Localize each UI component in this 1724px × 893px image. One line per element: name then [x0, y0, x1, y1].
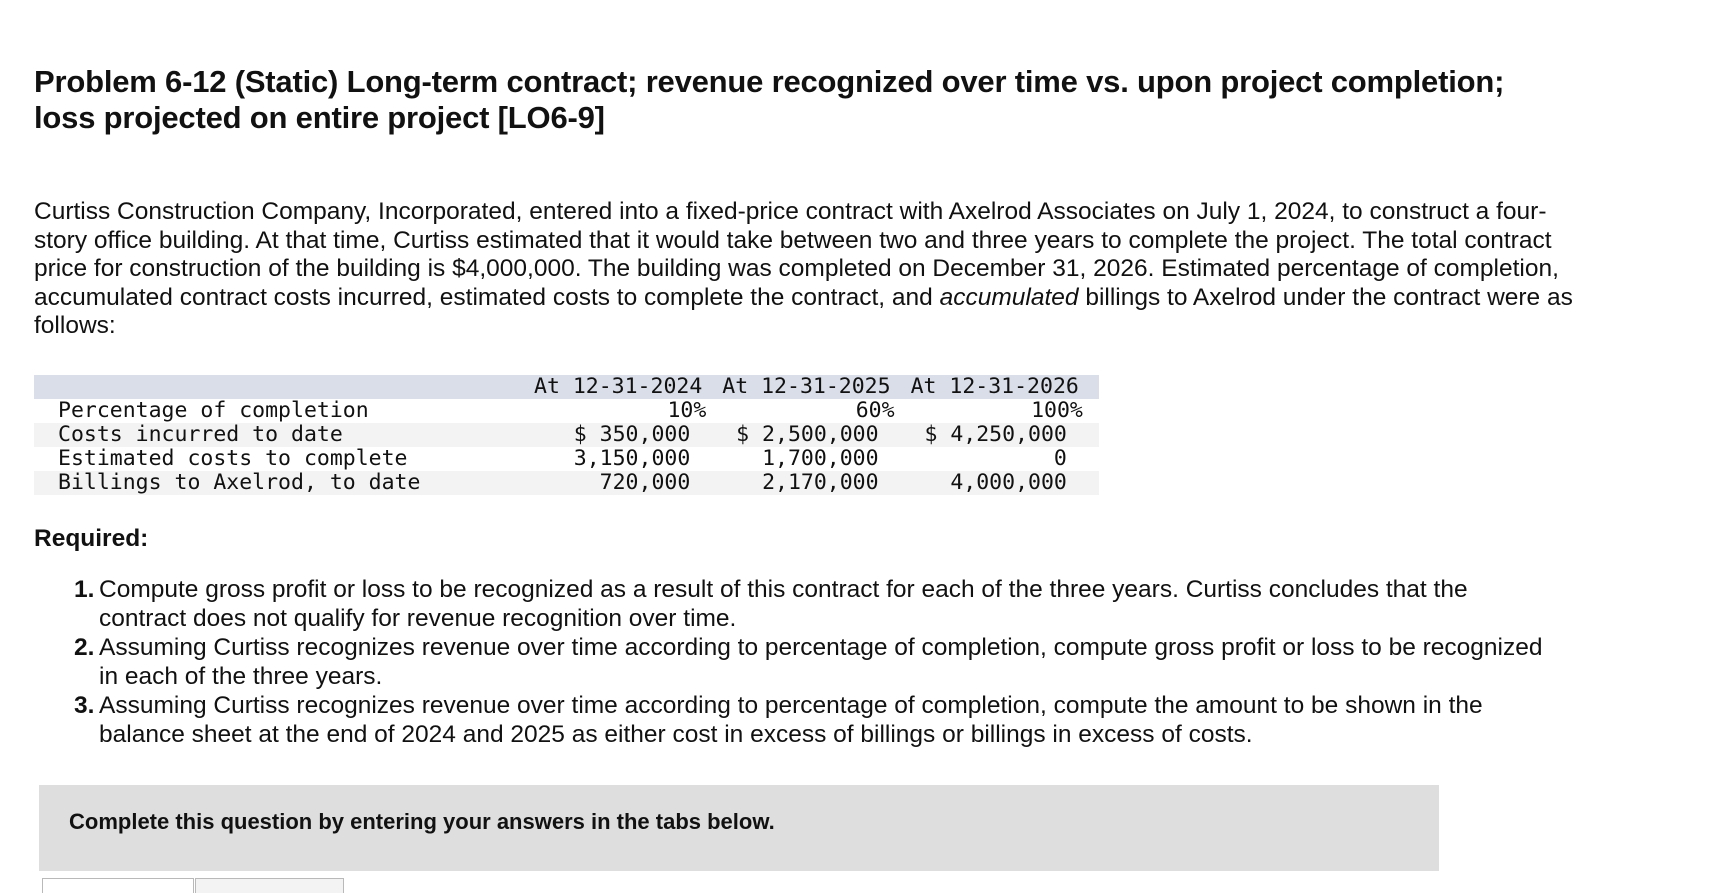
required-list [34, 575, 1554, 749]
row-label: Costs incurred to date [58, 421, 343, 447]
problem-intro [34, 198, 1594, 341]
table-header-row [34, 375, 1099, 399]
cell-value: $ 4,250,000 [924, 421, 1067, 447]
item-number: 3. [74, 691, 95, 719]
header-2026: At 12-31-2026 [910, 373, 1079, 399]
cell-value: 10% [667, 397, 707, 423]
cell-value: 3,150,000 [573, 445, 691, 471]
cell-value: 60% [855, 397, 895, 423]
table-row [34, 447, 1099, 471]
table-row [34, 399, 1099, 423]
required-heading: Required: [34, 524, 149, 552]
list-item [34, 691, 1554, 749]
cell-value: 0 [1053, 445, 1067, 471]
item-number: 2. [74, 633, 95, 661]
contract-data-table [34, 375, 1099, 495]
row-label: Estimated costs to complete [58, 445, 408, 471]
list-item [34, 633, 1554, 691]
item-text: Compute gross profit or loss to be recognized as a result of this contract for each of the three years. Curtiss concludes that the contract does not qualify for revenue recognition over time. [99, 575, 1468, 632]
item-text: Assuming Curtiss recognizes revenue over time according to percentage of completion, compute the amount to be shown in the balance sheet at the end of 2024 and 2025 as either cost in excess of billings or billings in excess of costs. [99, 691, 1483, 748]
problem-content [34, 64, 1594, 749]
item-text: Assuming Curtiss recognizes revenue over time according to percentage of completion, compute gross profit or loss to be recognized in each of the three years. [99, 633, 1543, 690]
cell-value: 1,700,000 [762, 445, 879, 471]
table-row [34, 471, 1099, 495]
instruction-text: Complete this question by entering your answers in the tabs below. [69, 809, 775, 834]
cell-value: 100% [1031, 397, 1083, 423]
intro-text-1: Curtiss Construction Company, Incorporated, entered into a fixed-price contract with Axelrod Associates on July 1, 2024, to construct a four-story office building. At that time, Curtiss estimated that it would take between two and three years to complete the project. The total contract price for construction of the building is $4,000,000. The building was completed on December 31, 2026. Estimated percentage of completion, accumulated contract costs incurred, estimated costs to complete the contract, and [34, 198, 1559, 311]
instruction-banner [39, 785, 1439, 871]
intro-text-2: billings to Axelrod under the contract were as follows: [34, 283, 1573, 339]
header-blank-cell [34, 375, 534, 399]
cell-value: $ 350,000 [573, 421, 691, 447]
item-number: 1. [74, 575, 95, 603]
header-2025: At 12-31-2025 [722, 373, 891, 399]
cell-value: 2,170,000 [762, 469, 879, 495]
row-label: Billings to Axelrod, to date [58, 469, 421, 495]
problem-title-line2: loss projected on entire project [LO6-9] [34, 100, 605, 135]
table-row [34, 423, 1099, 447]
list-item [34, 575, 1554, 633]
cell-value: $ 2,500,000 [736, 421, 879, 447]
row-label: Percentage of completion [58, 397, 369, 423]
intro-emphasis: accumulated [939, 283, 1079, 311]
header-2024: At 12-31-2024 [534, 373, 703, 399]
problem-title [34, 64, 1594, 136]
problem-title-line1: Problem 6-12 (Static) Long-term contract; revenue recognized over time vs. upon project completion; [34, 64, 1505, 99]
cell-value: 720,000 [599, 469, 691, 495]
cell-value: 4,000,000 [950, 469, 1067, 495]
